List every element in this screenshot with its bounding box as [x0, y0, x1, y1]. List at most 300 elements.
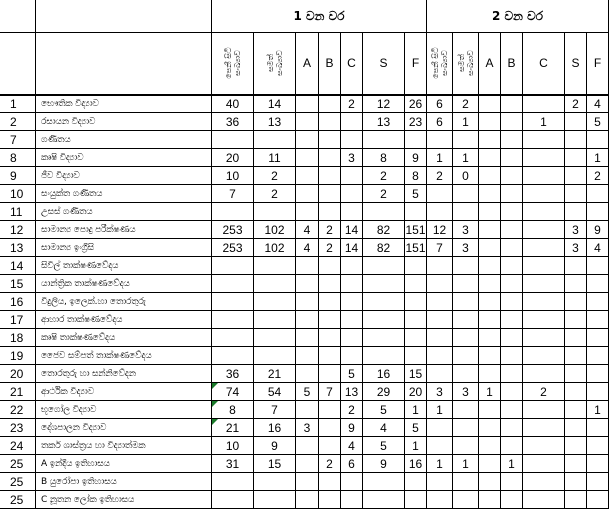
- term2-c-cell[interactable]: [523, 293, 565, 311]
- term1-f-cell[interactable]: 5: [405, 185, 427, 203]
- term1-f-cell[interactable]: [405, 131, 427, 149]
- term1-b-cell[interactable]: [319, 185, 341, 203]
- term2-pass-cell[interactable]: 2: [453, 95, 479, 113]
- row-number[interactable]: 22: [0, 401, 36, 419]
- term2-b-cell[interactable]: [501, 383, 523, 401]
- term1-sat-cell[interactable]: [212, 203, 254, 221]
- term1-sat-cell[interactable]: 10: [212, 437, 254, 455]
- term1-c-cell[interactable]: 13: [341, 383, 363, 401]
- term2-f-cell[interactable]: [587, 491, 609, 509]
- term1-f-cell[interactable]: 23: [405, 113, 427, 131]
- term1-f-cell[interactable]: 16: [405, 455, 427, 473]
- term2-b-cell[interactable]: [501, 131, 523, 149]
- term2-s-cell[interactable]: [565, 203, 587, 221]
- term1-sat-cell[interactable]: 21: [212, 419, 254, 437]
- term1-c-cell[interactable]: 14: [341, 239, 363, 257]
- term1-c-cell[interactable]: [341, 329, 363, 347]
- term1-s-cell[interactable]: 82: [363, 239, 405, 257]
- term1-sat-cell[interactable]: 253: [212, 239, 254, 257]
- term1-b-cell[interactable]: 2: [319, 221, 341, 239]
- term2-c-cell[interactable]: [523, 437, 565, 455]
- term2-s-cell[interactable]: [565, 347, 587, 365]
- term2-f-cell[interactable]: [587, 419, 609, 437]
- term1-a-cell[interactable]: [296, 131, 319, 149]
- term2-s-cell[interactable]: [565, 185, 587, 203]
- term1-a-cell[interactable]: [296, 257, 319, 275]
- term1-c-cell[interactable]: [341, 167, 363, 185]
- term1-f-cell[interactable]: 1: [405, 401, 427, 419]
- term1-b-cell[interactable]: [319, 329, 341, 347]
- term1-a-cell[interactable]: 5: [296, 383, 319, 401]
- term2-a-cell[interactable]: [479, 401, 501, 419]
- term2-s-cell[interactable]: [565, 167, 587, 185]
- term1-c-cell[interactable]: 5: [341, 365, 363, 383]
- term1-f-cell[interactable]: 1: [405, 437, 427, 455]
- term2-a-cell[interactable]: [479, 293, 501, 311]
- term2-c-cell[interactable]: [523, 275, 565, 293]
- subject-cell[interactable]: සංයුක්ත ගණිතය: [36, 185, 212, 203]
- term2-c-cell[interactable]: [523, 455, 565, 473]
- term2-f-cell[interactable]: [587, 347, 609, 365]
- term2-b-cell[interactable]: [501, 185, 523, 203]
- term2-pass-cell[interactable]: [453, 185, 479, 203]
- term2-a-cell[interactable]: [479, 419, 501, 437]
- row-number[interactable]: 19: [0, 347, 36, 365]
- term1-pass-cell[interactable]: [254, 203, 296, 221]
- row-number[interactable]: 13: [0, 239, 36, 257]
- term2-a-cell[interactable]: [479, 329, 501, 347]
- term2-b-cell[interactable]: [501, 419, 523, 437]
- term1-s-cell[interactable]: [363, 473, 405, 491]
- term2-c-cell[interactable]: [523, 473, 565, 491]
- term2-a-cell[interactable]: [479, 437, 501, 455]
- term2-f-cell[interactable]: 1: [587, 149, 609, 167]
- term1-a-cell[interactable]: [296, 455, 319, 473]
- term1-sat-cell[interactable]: [212, 473, 254, 491]
- term1-a-cell[interactable]: 4: [296, 221, 319, 239]
- term2-pass-cell[interactable]: [453, 491, 479, 509]
- term2-c-cell[interactable]: [523, 95, 565, 113]
- subject-cell[interactable]: භෞතික විද්‍යාව: [36, 95, 212, 113]
- term2-f-cell[interactable]: [587, 203, 609, 221]
- term2-b-cell[interactable]: [501, 167, 523, 185]
- row-number[interactable]: 14: [0, 257, 36, 275]
- subject-cell[interactable]: C නූතන ලෝක ඉතිහාසය: [36, 491, 212, 509]
- term2-a-cell[interactable]: [479, 221, 501, 239]
- term2-pass-cell[interactable]: [453, 293, 479, 311]
- term1-f-cell[interactable]: [405, 491, 427, 509]
- term1-b-cell[interactable]: [319, 437, 341, 455]
- term1-pass-cell[interactable]: 7: [254, 401, 296, 419]
- term2-f-cell[interactable]: [587, 455, 609, 473]
- term2-b-cell[interactable]: [501, 491, 523, 509]
- term2-c-cell[interactable]: [523, 491, 565, 509]
- term2-c-cell[interactable]: [523, 239, 565, 257]
- term2-f-cell[interactable]: [587, 131, 609, 149]
- term1-s-cell[interactable]: [363, 203, 405, 221]
- row-number[interactable]: 23: [0, 419, 36, 437]
- row-number[interactable]: 20: [0, 365, 36, 383]
- term2-b-cell[interactable]: 1: [501, 455, 523, 473]
- term2-sat-cell[interactable]: [427, 311, 453, 329]
- term2-pass-cell[interactable]: 1: [453, 149, 479, 167]
- term2-b-cell[interactable]: [501, 311, 523, 329]
- term1-pass-cell[interactable]: [254, 473, 296, 491]
- term2-pass-cell[interactable]: [453, 311, 479, 329]
- subject-cell[interactable]: ආර්ථික විද්‍යාව: [36, 383, 212, 401]
- term2-s-cell[interactable]: [565, 311, 587, 329]
- term2-s-cell[interactable]: [565, 149, 587, 167]
- term2-f-cell[interactable]: 9: [587, 221, 609, 239]
- term2-c-cell[interactable]: [523, 329, 565, 347]
- term1-sat-cell[interactable]: 8: [212, 401, 254, 419]
- term1-c-cell[interactable]: [341, 257, 363, 275]
- term2-pass-cell[interactable]: [453, 347, 479, 365]
- term1-b-cell[interactable]: [319, 293, 341, 311]
- term2-pass-cell[interactable]: [453, 419, 479, 437]
- term1-c-cell[interactable]: [341, 311, 363, 329]
- term2-b-cell[interactable]: [501, 95, 523, 113]
- term1-a-cell[interactable]: [296, 203, 319, 221]
- term1-pass-cell[interactable]: 14: [254, 95, 296, 113]
- term2-sat-cell[interactable]: 3: [427, 383, 453, 401]
- term1-c-cell[interactable]: 14: [341, 221, 363, 239]
- subject-cell[interactable]: රසායන විද්‍යාව: [36, 113, 212, 131]
- term1-sat-cell[interactable]: 74: [212, 383, 254, 401]
- term2-b-cell[interactable]: [501, 275, 523, 293]
- term2-c-cell[interactable]: [523, 167, 565, 185]
- term1-s-cell[interactable]: [363, 329, 405, 347]
- term2-f-cell[interactable]: [587, 185, 609, 203]
- term1-f-cell[interactable]: 20: [405, 383, 427, 401]
- term1-pass-cell[interactable]: [254, 347, 296, 365]
- term2-b-cell[interactable]: [501, 347, 523, 365]
- term1-s-cell[interactable]: 13: [363, 113, 405, 131]
- term2-a-cell[interactable]: [479, 275, 501, 293]
- term1-c-cell[interactable]: [341, 473, 363, 491]
- term1-c-cell[interactable]: [341, 347, 363, 365]
- term1-f-cell[interactable]: [405, 329, 427, 347]
- term1-sat-cell[interactable]: [212, 293, 254, 311]
- term1-pass-cell[interactable]: [254, 257, 296, 275]
- subject-cell[interactable]: B යුරෝපා ඉතිහාසය: [36, 473, 212, 491]
- term2-sat-cell[interactable]: 6: [427, 95, 453, 113]
- term2-a-cell[interactable]: [479, 239, 501, 257]
- row-number[interactable]: 21: [0, 383, 36, 401]
- term1-b-cell[interactable]: [319, 419, 341, 437]
- term1-pass-cell[interactable]: [254, 293, 296, 311]
- term2-a-cell[interactable]: [479, 473, 501, 491]
- subject-cell[interactable]: ගණිතය: [36, 131, 212, 149]
- term2-sat-cell[interactable]: 1: [427, 149, 453, 167]
- term1-c-cell[interactable]: 9: [341, 419, 363, 437]
- term2-pass-cell[interactable]: [453, 329, 479, 347]
- term2-s-cell[interactable]: [565, 383, 587, 401]
- term2-a-cell[interactable]: [479, 491, 501, 509]
- term2-b-cell[interactable]: [501, 401, 523, 419]
- term2-f-cell[interactable]: [587, 293, 609, 311]
- term2-s-cell[interactable]: [565, 113, 587, 131]
- term1-sat-cell[interactable]: 31: [212, 455, 254, 473]
- term1-sat-cell[interactable]: [212, 275, 254, 293]
- term1-f-cell[interactable]: [405, 311, 427, 329]
- term2-c-cell[interactable]: [523, 311, 565, 329]
- term1-c-cell[interactable]: [341, 203, 363, 221]
- term2-f-cell[interactable]: [587, 275, 609, 293]
- term2-c-cell[interactable]: [523, 401, 565, 419]
- term1-sat-cell[interactable]: [212, 347, 254, 365]
- term2-pass-cell[interactable]: [453, 275, 479, 293]
- row-number[interactable]: 17: [0, 311, 36, 329]
- term1-a-cell[interactable]: [296, 311, 319, 329]
- term1-a-cell[interactable]: [296, 401, 319, 419]
- term2-s-cell[interactable]: [565, 455, 587, 473]
- term2-pass-cell[interactable]: [453, 365, 479, 383]
- term1-sat-cell[interactable]: 20: [212, 149, 254, 167]
- term2-sat-cell[interactable]: 1: [427, 455, 453, 473]
- term1-sat-cell[interactable]: 10: [212, 167, 254, 185]
- term1-a-cell[interactable]: [296, 347, 319, 365]
- term2-f-cell[interactable]: 5: [587, 113, 609, 131]
- term1-pass-cell[interactable]: 13: [254, 113, 296, 131]
- term1-s-cell[interactable]: [363, 131, 405, 149]
- term2-a-cell[interactable]: [479, 311, 501, 329]
- term1-s-cell[interactable]: 5: [363, 437, 405, 455]
- term1-s-cell[interactable]: 29: [363, 383, 405, 401]
- term1-b-cell[interactable]: [319, 131, 341, 149]
- term1-s-cell[interactable]: 5: [363, 401, 405, 419]
- term2-a-cell[interactable]: [479, 131, 501, 149]
- term2-pass-cell[interactable]: 3: [453, 383, 479, 401]
- term2-sat-cell[interactable]: [427, 131, 453, 149]
- term1-s-cell[interactable]: 12: [363, 95, 405, 113]
- term1-f-cell[interactable]: 15: [405, 365, 427, 383]
- term2-pass-cell[interactable]: [453, 203, 479, 221]
- term1-sat-cell[interactable]: 253: [212, 221, 254, 239]
- row-number[interactable]: 16: [0, 293, 36, 311]
- term1-pass-cell[interactable]: 11: [254, 149, 296, 167]
- term2-b-cell[interactable]: [501, 437, 523, 455]
- term2-s-cell[interactable]: [565, 419, 587, 437]
- term2-s-cell[interactable]: 2: [565, 95, 587, 113]
- term1-pass-cell[interactable]: 54: [254, 383, 296, 401]
- term1-c-cell[interactable]: 2: [341, 401, 363, 419]
- term2-a-cell[interactable]: 1: [479, 383, 501, 401]
- term1-s-cell[interactable]: [363, 491, 405, 509]
- subject-cell[interactable]: A ඉන්දීය ඉතිහාසය: [36, 455, 212, 473]
- term2-pass-cell[interactable]: 1: [453, 455, 479, 473]
- term2-a-cell[interactable]: [479, 203, 501, 221]
- term1-pass-cell[interactable]: [254, 131, 296, 149]
- row-number[interactable]: 18: [0, 329, 36, 347]
- term1-a-cell[interactable]: 4: [296, 239, 319, 257]
- term2-pass-cell[interactable]: 3: [453, 239, 479, 257]
- term1-pass-cell[interactable]: [254, 311, 296, 329]
- term1-a-cell[interactable]: [296, 329, 319, 347]
- term1-a-cell[interactable]: [296, 491, 319, 509]
- term2-a-cell[interactable]: [479, 149, 501, 167]
- term1-f-cell[interactable]: [405, 275, 427, 293]
- term2-a-cell[interactable]: [479, 347, 501, 365]
- subject-cell[interactable]: තර්ක ශාස්ත්‍රය හා විද්‍යාත්මක: [36, 437, 212, 455]
- term1-c-cell[interactable]: 3: [341, 149, 363, 167]
- term1-sat-cell[interactable]: [212, 311, 254, 329]
- term2-f-cell[interactable]: 4: [587, 95, 609, 113]
- term1-s-cell[interactable]: 8: [363, 149, 405, 167]
- subject-cell[interactable]: දේශපාලන විද්‍යාව: [36, 419, 212, 437]
- term1-f-cell[interactable]: [405, 347, 427, 365]
- term1-b-cell[interactable]: [319, 491, 341, 509]
- term1-pass-cell[interactable]: [254, 329, 296, 347]
- term2-s-cell[interactable]: 3: [565, 239, 587, 257]
- term1-c-cell[interactable]: [341, 113, 363, 131]
- term1-b-cell[interactable]: 2: [319, 239, 341, 257]
- row-number[interactable]: 25: [0, 491, 36, 509]
- term2-pass-cell[interactable]: [453, 131, 479, 149]
- term1-a-cell[interactable]: [296, 293, 319, 311]
- term2-sat-cell[interactable]: 1: [427, 401, 453, 419]
- term1-c-cell[interactable]: 4: [341, 437, 363, 455]
- term2-f-cell[interactable]: [587, 473, 609, 491]
- term1-a-cell[interactable]: [296, 149, 319, 167]
- row-number[interactable]: 2: [0, 113, 36, 131]
- term1-c-cell[interactable]: [341, 293, 363, 311]
- term2-c-cell[interactable]: [523, 149, 565, 167]
- term1-b-cell[interactable]: 2: [319, 455, 341, 473]
- term2-sat-cell[interactable]: [427, 275, 453, 293]
- subject-cell[interactable]: ජීව විද්‍යාව: [36, 167, 212, 185]
- subject-cell[interactable]: ආහාර තාක්ෂණවේදය: [36, 311, 212, 329]
- term2-b-cell[interactable]: [501, 239, 523, 257]
- term1-sat-cell[interactable]: 7: [212, 185, 254, 203]
- term2-b-cell[interactable]: [501, 293, 523, 311]
- term1-b-cell[interactable]: [319, 149, 341, 167]
- term2-sat-cell[interactable]: [427, 293, 453, 311]
- term2-f-cell[interactable]: [587, 311, 609, 329]
- term2-sat-cell[interactable]: 2: [427, 167, 453, 185]
- term2-sat-cell[interactable]: 12: [427, 221, 453, 239]
- term2-s-cell[interactable]: [565, 473, 587, 491]
- term1-s-cell[interactable]: 9: [363, 455, 405, 473]
- term1-pass-cell[interactable]: 2: [254, 167, 296, 185]
- subject-cell[interactable]: සිවිල් තාක්ෂණවේදය: [36, 257, 212, 275]
- subject-cell[interactable]: කෘෂි විද්‍යාව: [36, 149, 212, 167]
- term1-f-cell[interactable]: 8: [405, 167, 427, 185]
- term2-a-cell[interactable]: [479, 257, 501, 275]
- term1-sat-cell[interactable]: [212, 257, 254, 275]
- term1-pass-cell[interactable]: 102: [254, 221, 296, 239]
- term1-c-cell[interactable]: [341, 131, 363, 149]
- term1-c-cell[interactable]: [341, 491, 363, 509]
- term1-f-cell[interactable]: [405, 293, 427, 311]
- term2-c-cell[interactable]: 1: [523, 113, 565, 131]
- term2-pass-cell[interactable]: [453, 437, 479, 455]
- term2-s-cell[interactable]: [565, 437, 587, 455]
- term1-pass-cell[interactable]: 102: [254, 239, 296, 257]
- term2-f-cell[interactable]: 2: [587, 167, 609, 185]
- term2-sat-cell[interactable]: 6: [427, 113, 453, 131]
- term2-f-cell[interactable]: [587, 329, 609, 347]
- term2-a-cell[interactable]: [479, 365, 501, 383]
- term1-sat-cell[interactable]: 40: [212, 95, 254, 113]
- term2-b-cell[interactable]: [501, 221, 523, 239]
- term2-c-cell[interactable]: [523, 185, 565, 203]
- term1-b-cell[interactable]: [319, 347, 341, 365]
- term2-c-cell[interactable]: [523, 257, 565, 275]
- term2-pass-cell[interactable]: 3: [453, 221, 479, 239]
- term2-pass-cell[interactable]: [453, 401, 479, 419]
- term2-sat-cell[interactable]: [427, 185, 453, 203]
- term2-sat-cell[interactable]: [427, 329, 453, 347]
- subject-cell[interactable]: උසස් ගණිතය: [36, 203, 212, 221]
- row-number[interactable]: 15: [0, 275, 36, 293]
- row-number[interactable]: 25: [0, 455, 36, 473]
- subject-cell[interactable]: තොරතුරු හා සන්නිවේදන: [36, 365, 212, 383]
- term2-b-cell[interactable]: [501, 329, 523, 347]
- term1-f-cell[interactable]: [405, 473, 427, 491]
- term2-f-cell[interactable]: 4: [587, 239, 609, 257]
- term1-a-cell[interactable]: [296, 473, 319, 491]
- term2-pass-cell[interactable]: 0: [453, 167, 479, 185]
- term1-s-cell[interactable]: [363, 311, 405, 329]
- term1-b-cell[interactable]: [319, 203, 341, 221]
- term1-c-cell[interactable]: 6: [341, 455, 363, 473]
- term1-f-cell[interactable]: [405, 257, 427, 275]
- term1-pass-cell[interactable]: 2: [254, 185, 296, 203]
- term1-pass-cell[interactable]: 16: [254, 419, 296, 437]
- term1-c-cell[interactable]: [341, 185, 363, 203]
- subject-cell[interactable]: යාන්ත්‍රික තාක්ෂණවේදය: [36, 275, 212, 293]
- term2-s-cell[interactable]: [565, 131, 587, 149]
- term1-b-cell[interactable]: [319, 365, 341, 383]
- row-number[interactable]: 10: [0, 185, 36, 203]
- term2-c-cell[interactable]: [523, 347, 565, 365]
- term2-b-cell[interactable]: [501, 203, 523, 221]
- term2-pass-cell[interactable]: [453, 473, 479, 491]
- term1-c-cell[interactable]: [341, 275, 363, 293]
- row-number[interactable]: 7: [0, 131, 36, 149]
- term1-b-cell[interactable]: 7: [319, 383, 341, 401]
- term1-c-cell[interactable]: 2: [341, 95, 363, 113]
- term1-b-cell[interactable]: [319, 257, 341, 275]
- term1-a-cell[interactable]: [296, 437, 319, 455]
- row-number[interactable]: 11: [0, 203, 36, 221]
- term1-a-cell[interactable]: 3: [296, 419, 319, 437]
- term2-pass-cell[interactable]: 1: [453, 113, 479, 131]
- term1-s-cell[interactable]: 82: [363, 221, 405, 239]
- term1-sat-cell[interactable]: [212, 491, 254, 509]
- term1-s-cell[interactable]: [363, 347, 405, 365]
- term1-a-cell[interactable]: [296, 185, 319, 203]
- term1-a-cell[interactable]: [296, 167, 319, 185]
- term2-b-cell[interactable]: [501, 149, 523, 167]
- term2-sat-cell[interactable]: [427, 419, 453, 437]
- row-number[interactable]: 1: [0, 95, 36, 113]
- row-number[interactable]: 9: [0, 167, 36, 185]
- term2-f-cell[interactable]: [587, 437, 609, 455]
- row-number[interactable]: 24: [0, 437, 36, 455]
- term1-pass-cell[interactable]: 9: [254, 437, 296, 455]
- term2-a-cell[interactable]: [479, 455, 501, 473]
- term2-sat-cell[interactable]: [427, 437, 453, 455]
- term1-s-cell[interactable]: 2: [363, 167, 405, 185]
- term1-f-cell[interactable]: 151: [405, 222, 426, 237]
- term2-s-cell[interactable]: [565, 293, 587, 311]
- term2-c-cell[interactable]: [523, 131, 565, 149]
- term2-c-cell[interactable]: [523, 365, 565, 383]
- term2-a-cell[interactable]: [479, 95, 501, 113]
- term1-b-cell[interactable]: [319, 167, 341, 185]
